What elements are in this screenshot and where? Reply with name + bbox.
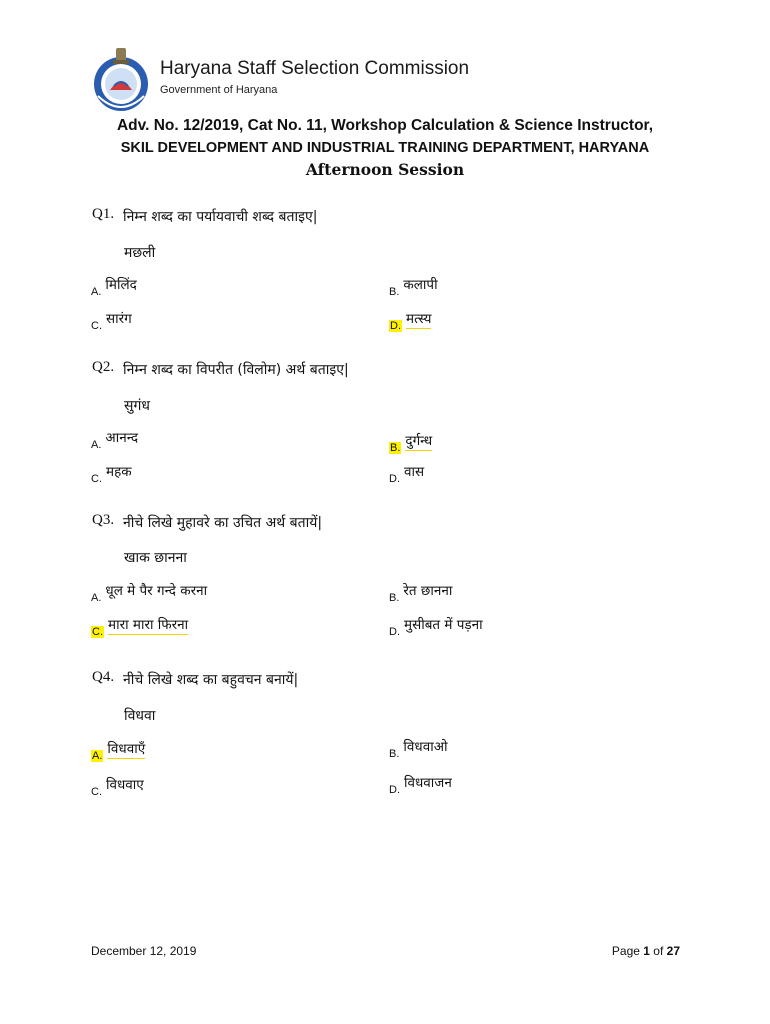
page-number xyxy=(612,944,680,958)
option-a xyxy=(91,275,137,298)
option-label: B. xyxy=(389,748,400,760)
option-c xyxy=(91,309,132,332)
option-b-correct xyxy=(389,431,433,454)
option-c xyxy=(91,462,132,485)
option-text: मिलिंद xyxy=(105,277,137,293)
question-word: विधवा xyxy=(124,708,156,724)
question-number: Q4. xyxy=(92,669,115,685)
question-text: नीचे लिखे मुहावरे का उचित अर्थ बतायें| xyxy=(123,515,323,531)
option-label: C. xyxy=(91,473,102,485)
option-text: आनन्द xyxy=(105,430,139,446)
question-text: नीचे लिखे शब्द का बहुवचन बनायें| xyxy=(123,672,299,688)
page-total: 27 xyxy=(666,944,680,958)
option-label: A. xyxy=(91,439,102,451)
option-text: धूल मे पैर गन्दे करना xyxy=(105,583,208,599)
option-text: सारंग xyxy=(106,311,132,327)
option-a-correct xyxy=(91,739,146,762)
session-title: Afternoon Session xyxy=(305,160,465,179)
option-b xyxy=(389,581,453,604)
option-d-correct xyxy=(389,309,432,332)
option-label: D. xyxy=(389,784,400,796)
option-c-correct xyxy=(91,615,189,638)
option-b xyxy=(389,275,438,298)
option-d xyxy=(389,615,483,638)
option-a xyxy=(91,428,139,451)
option-label: C. xyxy=(92,626,103,638)
option-label: C. xyxy=(91,786,102,798)
page-current: 1 xyxy=(643,944,650,958)
option-d xyxy=(389,773,452,796)
option-label: D. xyxy=(390,320,401,332)
option-a xyxy=(91,581,208,604)
option-text: विधवाओ xyxy=(403,739,448,755)
option-b xyxy=(389,737,448,760)
option-label: C. xyxy=(91,320,102,332)
option-c xyxy=(91,775,144,798)
option-label: B. xyxy=(390,442,401,454)
question-text: निम्न शब्द का पर्यायवाची शब्द बताइए| xyxy=(123,209,318,225)
option-label: A. xyxy=(91,592,102,604)
option-text: कलापी xyxy=(403,277,438,293)
option-text: मारा मारा फिरना xyxy=(108,617,189,633)
option-text: महक xyxy=(106,464,132,480)
advertisement-line: Adv. No. 12/2019, Cat No. 11, Workshop Calculation & Science Instructor, xyxy=(116,117,654,134)
question-number: Q3. xyxy=(92,512,115,528)
option-text: विधवाजन xyxy=(404,775,452,791)
option-text: रेत छानना xyxy=(403,583,453,599)
question-number: Q1. xyxy=(92,206,115,222)
page-of: of xyxy=(649,944,667,958)
hssc-emblem-logo xyxy=(90,44,152,114)
question-word: सुगंध xyxy=(124,398,150,414)
option-text: विधवाएँ xyxy=(107,741,146,757)
org-subtitle: Government of Haryana xyxy=(160,84,278,96)
question-word: मछली xyxy=(124,245,156,261)
question-text: निम्न शब्द का विपरीत (विलोम) अर्थ बताइए| xyxy=(123,362,349,378)
option-text: दुर्गन्ध xyxy=(405,433,433,449)
question-number: Q2. xyxy=(92,359,115,375)
option-label: D. xyxy=(389,626,400,638)
page-prefix: Page xyxy=(611,944,644,958)
option-text: मत्स्य xyxy=(406,311,432,327)
option-label: A. xyxy=(92,750,103,762)
option-label: D. xyxy=(389,473,400,485)
option-text: मुसीबत में पड़ना xyxy=(404,617,483,633)
org-title: Haryana Staff Selection Commission xyxy=(160,58,470,79)
option-d xyxy=(389,462,425,485)
option-label: A. xyxy=(91,286,102,298)
option-label: B. xyxy=(389,286,400,298)
footer-date: December 12, 2019 xyxy=(91,944,197,958)
department-line: SKIL DEVELOPMENT AND INDUSTRIAL TRAINING DEPARTMENT, HARYANA xyxy=(120,140,650,156)
option-label: B. xyxy=(389,592,400,604)
option-text: वास xyxy=(404,464,425,480)
question-word: खाक छानना xyxy=(124,550,187,566)
option-text: विधवाए xyxy=(106,777,144,793)
